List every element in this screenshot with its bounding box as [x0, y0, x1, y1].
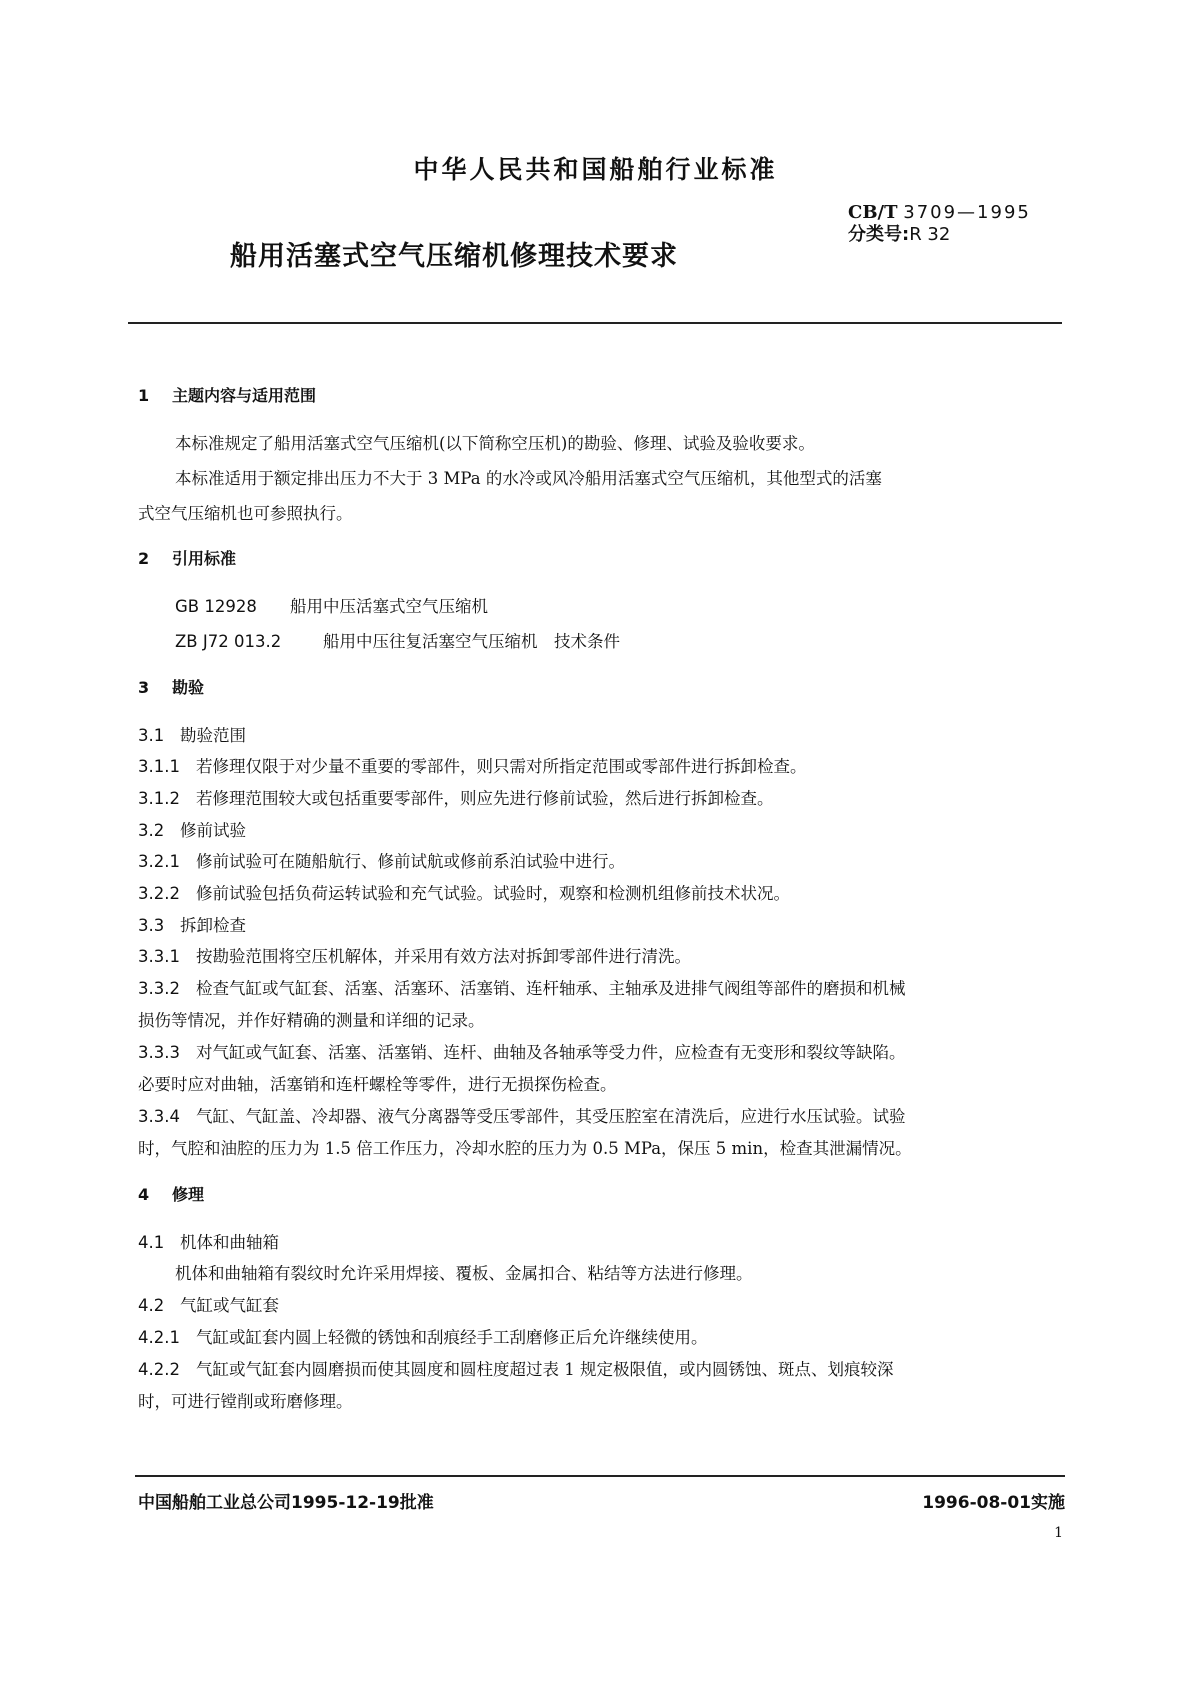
clause — [138, 883, 1068, 905]
paragraph — [138, 468, 1068, 490]
subsection-number: 4.2 — [138, 1296, 165, 1315]
clause — [138, 851, 1068, 873]
paragraph-text: 机体和曲轴箱有裂纹时允许采用焊接、覆板、金属扣合、粘结等方法进行修理。 — [175, 1264, 753, 1283]
paragraph-text: 本标准规定了船用活塞式空气压缩机(以下简称空压机)的勘验、修理、试验及验收要求。 — [175, 434, 815, 453]
clause-number: 3.3.1 — [138, 947, 180, 966]
reference-code: GB 12928 — [175, 597, 257, 616]
subsection-heading — [138, 820, 1068, 842]
issuing-standard-title: 中华人民共和国船舶行业标准 — [413, 155, 778, 184]
subsection-title: 拆卸检查 — [180, 916, 246, 935]
effective-date: 1996-08-01实施 — [922, 1493, 1065, 1513]
clause-text: 修前试验可在随船航行、修前试航或修前系泊试验中进行。 — [196, 852, 625, 871]
subsection-title: 修前试验 — [180, 821, 246, 840]
clause — [138, 978, 1068, 1000]
section-number: 2 — [138, 549, 150, 568]
clause-text: 对气缸或气缸套、活塞、活塞销、连杆、曲轴及各轴承等受力件，应检查有无变形和裂纹等缺陷。 — [196, 1043, 906, 1062]
reference-title: 船用中压活塞式空气压缩机 — [290, 597, 488, 616]
clause-text: 修前试验包括负荷运转试验和充气试验。试验时，观察和检测机组修前技术状况。 — [196, 884, 790, 903]
section-heading — [138, 548, 1068, 570]
section-heading — [138, 677, 1068, 699]
reference-title: 船用中压往复活塞空气压缩机 技术条件 — [323, 632, 620, 651]
clause-number: 4.2.1 — [138, 1328, 180, 1347]
clause-text: 检查气缸或气缸套、活塞、活塞环、活塞销、连杆轴承、主轴承及进排气阀组等部件的磨损和机械 — [196, 979, 906, 998]
approval-date: 中国船舶工业总公司1995-12-19批准 — [138, 1493, 434, 1513]
document-title: 船用活塞式空气压缩机修理技术要求 — [230, 241, 678, 272]
section-title: 主题内容与适用范围 — [172, 386, 317, 405]
paragraph-continued: 式空气压缩机也可参照执行。 — [138, 504, 353, 523]
clause — [138, 1042, 1068, 1064]
clause-text: 气缸或气缸套内圆磨损而使其圆度和圆柱度超过表 1 规定极限值，或内圆锈蚀、斑点、划痕较深 — [196, 1360, 894, 1379]
standard-code: 3709—1995 — [903, 202, 1031, 223]
clause — [138, 1359, 1068, 1381]
clause-number: 4.2.2 — [138, 1360, 180, 1379]
subsection-title: 气缸或气缸套 — [180, 1296, 279, 1315]
clause-text: 若修理范围较大或包括重要零部件，则应先进行修前试验，然后进行拆卸检查。 — [196, 789, 774, 808]
classification-label: 分类号: — [848, 224, 910, 245]
clause-continued: 时，可进行镗削或珩磨修理。 — [138, 1392, 353, 1411]
clause — [138, 788, 1068, 810]
clause — [138, 1327, 1068, 1349]
subsection-heading — [138, 725, 1068, 747]
section-title: 修理 — [172, 1185, 205, 1204]
classification-value: R 32 — [909, 224, 951, 245]
paragraph — [138, 433, 1068, 455]
clause-number: 3.3.3 — [138, 1043, 180, 1062]
paragraph-text: 本标准适用于额定排出压力不大于 3 MPa 的水冷或风冷船用活塞式空气压缩机，其他型式的活塞 — [175, 469, 882, 488]
clause-text: 气缸、气缸盖、冷却器、液气分离器等受压零部件，其受压腔室在清洗后，应进行水压试验。试验 — [196, 1107, 906, 1126]
clause-text: 按勘验范围将空压机解体，并采用有效方法对拆卸零部件进行清洗。 — [196, 947, 691, 966]
clause-continued: 损伤等情况，并作好精确的测量和详细的记录。 — [138, 1011, 485, 1030]
subsection-number: 3.1 — [138, 726, 165, 745]
clause-number: 3.1.2 — [138, 789, 180, 808]
paragraph — [138, 1263, 1068, 1285]
reference-item — [138, 631, 1068, 653]
clause-number: 3.3.4 — [138, 1107, 180, 1126]
section-number: 1 — [138, 386, 150, 405]
clause-text: 若修理仅限于对少量不重要的零部件，则只需对所指定范围或零部件进行拆卸检查。 — [196, 757, 807, 776]
clause — [138, 1106, 1068, 1128]
subsection-title: 勘验范围 — [180, 726, 246, 745]
clause-number: 3.1.1 — [138, 757, 180, 776]
clause-number: 3.2.1 — [138, 852, 180, 871]
section-heading — [138, 1184, 1068, 1206]
section-number: 3 — [138, 678, 150, 697]
subsection-number: 3.2 — [138, 821, 165, 840]
clause-text: 气缸或缸套内圆上轻微的锈蚀和刮痕经手工刮磨修正后允许继续使用。 — [196, 1328, 708, 1347]
subsection-heading — [138, 915, 1068, 937]
section-title: 勘验 — [172, 678, 205, 697]
clause-continued: 时，气腔和油腔的压力为 1.5 倍工作压力，冷却水腔的压力为 0.5 MPa，保压 5 min，检查其泄漏情况。 — [138, 1139, 912, 1158]
standard-prefix: CB/T — [848, 202, 898, 223]
clause-continued: 必要时应对曲轴，活塞销和连杆螺栓等零件，进行无损探伤检查。 — [138, 1075, 617, 1094]
subsection-heading — [138, 1232, 1068, 1254]
subsection-number: 4.1 — [138, 1233, 165, 1252]
section-heading — [138, 385, 1068, 407]
subsection-number: 3.3 — [138, 916, 165, 935]
clause-number: 3.3.2 — [138, 979, 180, 998]
footer-divider — [135, 1475, 1065, 1477]
reference-item — [138, 596, 1068, 618]
section-title: 引用标准 — [172, 549, 237, 568]
clause-number: 3.2.2 — [138, 884, 180, 903]
subsection-heading — [138, 1295, 1068, 1317]
clause — [138, 756, 1068, 778]
page-number: 1 — [1054, 1525, 1063, 1541]
subsection-title: 机体和曲轴箱 — [180, 1233, 279, 1252]
reference-code: ZB J72 013.2 — [175, 632, 282, 651]
section-number: 4 — [138, 1185, 150, 1204]
clause — [138, 946, 1068, 968]
